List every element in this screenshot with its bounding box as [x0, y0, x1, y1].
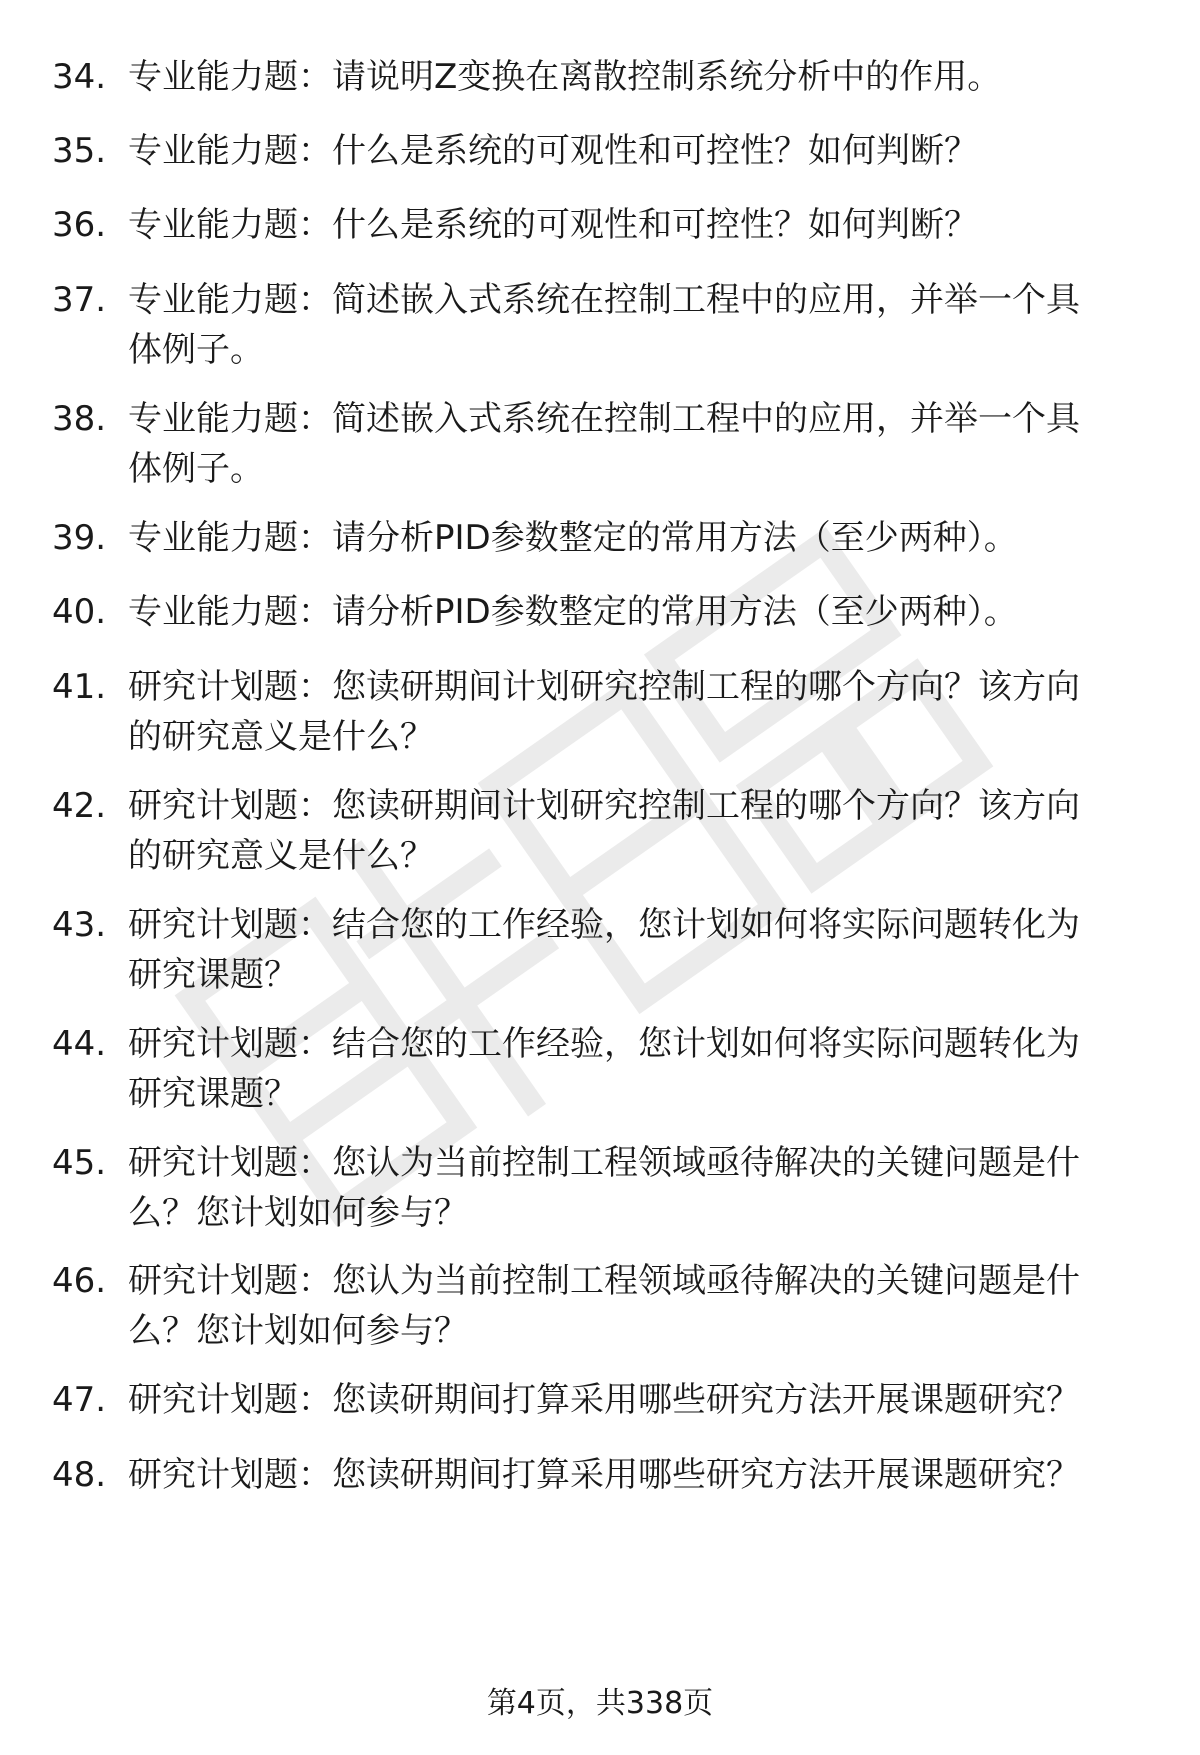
item-text — [128, 513, 1138, 563]
item-number: 41. — [52, 667, 107, 707]
item-number: 35. — [52, 131, 107, 171]
item-number: 43. — [52, 905, 107, 945]
page-number-label: 第4页，共338页 — [486, 1686, 714, 1721]
item-number: 47. — [52, 1380, 107, 1420]
page-footer — [0, 1682, 1200, 1726]
item-text-line: 研究计划题：您认为当前控制工程领域亟待解决的关键问题是什 — [128, 1143, 1080, 1183]
item-text-line: 研究课题？ — [128, 955, 298, 995]
item-text-line: 专业能力题：简述嵌入式系统在控制工程中的应用，并举一个具 — [128, 399, 1080, 439]
item-text — [128, 52, 1138, 102]
item-text-line: 专业能力题：简述嵌入式系统在控制工程中的应用，并举一个具 — [128, 280, 1080, 320]
item-text — [128, 781, 1138, 881]
item-text — [128, 900, 1138, 1000]
item-text-line: 专业能力题：什么是系统的可观性和可控性？如何判断？ — [128, 205, 978, 245]
item-text — [128, 1019, 1138, 1119]
item-number: 40. — [52, 592, 107, 632]
item-text — [128, 587, 1138, 637]
item-number: 44. — [52, 1024, 107, 1064]
item-text-line: 研究课题？ — [128, 1074, 298, 1114]
item-text-line: 的研究意义是什么？ — [128, 717, 434, 757]
item-text-line: 研究计划题：您读研期间打算采用哪些研究方法开展课题研究？ — [128, 1455, 1080, 1495]
item-text — [128, 1138, 1138, 1238]
item-number: 46. — [52, 1261, 107, 1301]
item-number: 38. — [52, 399, 107, 439]
item-text-line: 专业能力题：请说明Z变换在离散控制系统分析中的作用。 — [128, 57, 1002, 97]
item-text — [128, 394, 1138, 494]
item-text — [128, 126, 1138, 176]
item-text-line: 体例子。 — [128, 330, 264, 370]
item-text-line: 研究计划题：您读研期间计划研究控制工程的哪个方向？该方向 — [128, 786, 1080, 826]
item-text-line: 专业能力题：请分析PID参数整定的常用方法（至少两种）。 — [128, 592, 1018, 632]
item-number: 42. — [52, 786, 107, 826]
item-text — [128, 1375, 1138, 1425]
item-text-line: 专业能力题：什么是系统的可观性和可控性？如何判断？ — [128, 131, 978, 171]
item-text-line: 体例子。 — [128, 449, 264, 489]
item-text-line: 专业能力题：请分析PID参数整定的常用方法（至少两种）。 — [128, 518, 1018, 558]
item-text — [128, 662, 1138, 762]
item-text-line: 研究计划题：您认为当前控制工程领域亟待解决的关键问题是什 — [128, 1261, 1080, 1301]
item-text-line: 研究计划题：您读研期间计划研究控制工程的哪个方向？该方向 — [128, 667, 1080, 707]
item-text — [128, 200, 1138, 250]
item-text-line: 么？您计划如何参与？ — [128, 1193, 468, 1233]
item-text-line: 研究计划题：结合您的工作经验，您计划如何将实际问题转化为 — [128, 1024, 1080, 1064]
item-text — [128, 275, 1138, 375]
item-text-line: 么？您计划如何参与？ — [128, 1311, 468, 1351]
item-text — [128, 1256, 1138, 1356]
item-number: 48. — [52, 1455, 107, 1495]
item-number: 37. — [52, 280, 107, 320]
item-text — [128, 1450, 1138, 1500]
item-number: 45. — [52, 1143, 107, 1183]
item-number: 39. — [52, 518, 107, 558]
item-number: 34. — [52, 57, 107, 97]
item-number: 36. — [52, 205, 107, 245]
item-text-line: 的研究意义是什么？ — [128, 836, 434, 876]
item-text-line: 研究计划题：您读研期间打算采用哪些研究方法开展课题研究？ — [128, 1380, 1080, 1420]
item-text-line: 研究计划题：结合您的工作经验，您计划如何将实际问题转化为 — [128, 905, 1080, 945]
